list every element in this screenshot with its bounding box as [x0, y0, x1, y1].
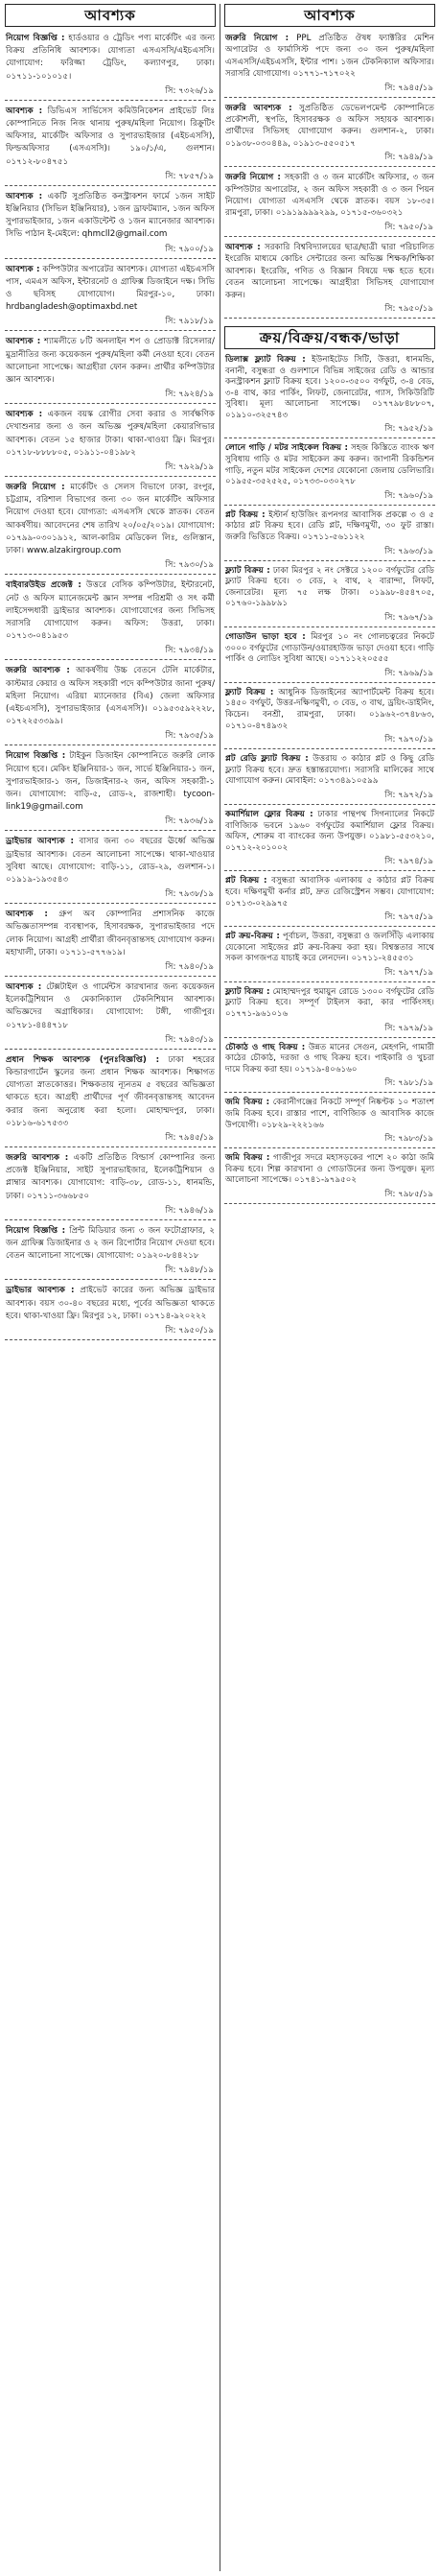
classified-ad — [224, 355, 435, 439]
ad-text — [5, 836, 216, 888]
classified-ad — [5, 264, 216, 332]
ad-text — [5, 106, 216, 171]
ad-reference: সি: ৭৮৫৭/১৯ — [165, 171, 214, 181]
ad-body: একটি সুপ্রতিষ্ঠিত কনস্ট্রাকশন ফার্মে ১জন সাইট ইঞ্জিনিয়ার (সিভিল ইঞ্জিনিয়ার), ১জন ড্রাফটম্যান, ১জন অফিস সুপারভাইজার, ১জন একাউন্টেন্ট ও ১জন ম্যানেজার আবশ্যক। সিভি পাঠান ই-মেইলে: qhmcll2@gmail.com — [6, 191, 215, 240]
ad-body: ঢাকা মিরপুর ২ নং সেক্টরে ১২০০ বর্গফুটের রেডি ফ্ল্যাট বিক্রয় হবে। ৩ বেড, ২ বাথ, ২ বারান্দা, লিফট, জেনারেটর। মূল্য ৭৫ লক্ষ টাকা। ০১৯৯৮-৪৫৪৭০৫, ০১৭৬০-১৯৯৮৯১ — [225, 565, 434, 609]
ad-text — [224, 103, 435, 153]
sales-ad-list — [224, 355, 435, 1204]
ad-text — [5, 191, 216, 244]
ad-heading: প্লট বিক্রয় : — [225, 876, 267, 886]
ad-reference: সি: ৭৯৩৪/১৯ — [165, 646, 214, 656]
classified-ad — [224, 172, 435, 237]
classified-ad — [5, 665, 216, 745]
ad-reference: সি: ৭৯৪৩/১৯ — [165, 1034, 214, 1045]
ad-separator — [5, 330, 216, 331]
ad-reference: সি: ৭৯৪৫/১৯ — [165, 1133, 214, 1143]
ad-heading: নিয়োগ বিজ্ঞপ্তি : — [6, 751, 66, 762]
ad-text — [5, 1225, 216, 1265]
ad-body: প্রিন্ট মিডিয়ার জন্য ৩ জন ফটোগ্রাফার, ২ জন গ্রাফিক্স ডিজাইনার ও ২ জন রিপোর্টার নিয়োগ দেওয়া হবে। বেতন আলোচনা সাপেক্ষে। যোগাযোগ: ০১৯২০-৮৪৪২১৮ — [6, 1225, 216, 1262]
ad-separator — [5, 659, 216, 660]
ad-text — [5, 264, 216, 317]
ad-text — [5, 579, 216, 645]
ad-separator — [224, 626, 435, 627]
ad-text — [5, 33, 216, 85]
ad-heading: ফ্ল্যাট বিক্রয় : — [225, 986, 270, 997]
section-header-right: আবশ্যক — [224, 4, 435, 27]
classified-ad — [224, 1043, 435, 1094]
ad-separator — [224, 1147, 435, 1148]
classified-ad — [224, 242, 435, 319]
ad-heading: জমি বিক্রয় : — [225, 1098, 270, 1108]
ad-heading: ড্রাইভার আবশ্যক : — [6, 1286, 75, 1296]
ad-reference: সি: ৭৯৬০/১৯ — [384, 490, 433, 501]
ad-reference: সি: ৭৯৭২/১৯ — [384, 790, 433, 800]
ad-separator — [5, 1279, 216, 1280]
ad-reference: সি: ৭৯৭৭/১৯ — [384, 967, 433, 978]
ad-body: হার্ডওয়ার ও ট্রেডিং পণ্য মার্কেটিং এর জন্য বিক্রয় প্রতিনিধি আবশ্যক। যোগ্যতা এসএসসি/এইচএসসি। যোগাযোগ: ফরিজ্জা ট্রেডিং, কল্যাণপুর, ঢাকা। ০১৭১১-১০১০১৫। — [6, 34, 215, 82]
ad-text — [224, 632, 435, 668]
classified-ad — [5, 409, 216, 477]
ad-body: মোহাম্মদপুর হুমায়ুন রোডে ১৩০০ বর্গফুটের রেডি ফ্ল্যাট বিক্রয় হবে। সম্পূর্ণ টাইলস করা, কার পার্কিংসহ। ০১৭৭১-৯৬১০১৬ — [225, 986, 434, 1020]
ad-reference: সি: ৭৯২৯/১৯ — [165, 462, 214, 473]
ad-reference: সি: ৭৯৫০/১৯ — [384, 222, 433, 232]
ad-body: মিরপুর ১০ নং গোলচত্বরের নিকটে ৩০০০ বর্গফুটের গোডাউন/ওয়ারহাউজ ভাড়া দেওয়া হবে। গাড়ি পার্কিং ও লোডিং সুবিধা আছে। ০১৭১১২২০৫৫৫ — [225, 632, 434, 665]
ad-body: মার্কেটিং ও সেলস বিভাগে ঢাকা, রংপুর, চট্টগ্রাম, বরিশাল বিভাগের জন্য ৩০ জন মার্কেটিং অফিসার নিয়োগ দেওয়া হবে। যোগ্যতা: এসএসসি থেকে স্নাতক। বেতন আকর্ষণীয়। আবেদনের শেষ তারিখ ২০/০৫/২০১৯। যোগাযোগ: ০১৭৯৯-০৩০১৯১২, আল-কারিম মেডিকেল লিঃ, গুলিস্তান, ঢাকা। www.alzakirgroup.com — [6, 483, 216, 556]
ad-separator — [224, 926, 435, 927]
ad-body: সহকারী ও ৩ জন মার্কেটিং অফিসার, ৩ জন কম্পিউটার অপারেটর, ২ জন অফিস সহকারী ও ৩ জন পিয়ন নিয়োগ। যোগ্যতা এসএসসি থেকে স্নাতক। বয়স ১৮-৩৫। রামপুরা, ঢাকা। ০১৯১৯৯৯৯২৯৯, ০১৭১৫-৩৬০৩২১ — [225, 173, 435, 219]
classified-ad — [224, 566, 435, 627]
ad-separator — [5, 574, 216, 575]
classified-ad — [224, 443, 435, 505]
ad-text — [5, 1285, 216, 1325]
ad-separator — [5, 403, 216, 404]
ad-reference: সি: ৭৩২৬/১৯ — [165, 85, 214, 96]
left-ad-list — [5, 33, 216, 1340]
ad-heading: ডিলাক্স ফ্ল্যাট বিক্রয় : — [225, 354, 306, 365]
classified-ad — [224, 810, 435, 871]
ad-heading: জরুরি আবশ্যক : — [225, 103, 292, 113]
ad-text — [224, 566, 435, 612]
ad-reference: সি: ৭৯৪৫/১৯ — [384, 83, 433, 93]
ad-text — [5, 665, 216, 730]
ad-separator — [5, 1146, 216, 1147]
ad-reference: সি: ৭৯৬৭/১৯ — [384, 613, 433, 623]
ad-separator — [224, 1037, 435, 1038]
ad-heading: জরুরি নিয়োগ : — [225, 173, 281, 183]
ad-heading: আবশ্যক : — [6, 106, 43, 116]
ad-heading: জরুরি আবশ্যক : — [6, 666, 70, 676]
ad-separator — [5, 903, 216, 904]
ad-separator — [5, 1049, 216, 1050]
ad-heading: কমার্শিয়াল ফ্লোর বিক্রয় : — [225, 809, 313, 819]
ad-text — [224, 987, 435, 1023]
classified-ad — [224, 987, 435, 1038]
ad-text — [224, 876, 435, 911]
ad-text — [224, 1153, 435, 1189]
ad-heading: জরুরি নিয়োগ : — [225, 34, 289, 43]
ad-separator — [5, 976, 216, 977]
ad-text — [224, 688, 435, 734]
ad-reference: সি: ৭৯৬৩/১৯ — [384, 546, 433, 556]
ad-reference: সি: ৭৯৭৫/১৯ — [384, 912, 433, 923]
ad-separator — [224, 682, 435, 683]
ad-reference: সি: ৭৯৩৮/১৯ — [165, 889, 214, 900]
ad-body: ইস্টার্ন হাউজিং রূপনগর আবাসিক প্রকল্পে ৩ ও ৫ কাঠার প্লট বিক্রয় হবে। রেডি প্লট, দক্ষিণমুখী, ৩০ ফুট রাস্তা। জরুরি ভিত্তিতে বিক্রয়। ০১৭১১-৫৬১১২২ — [225, 509, 434, 543]
ad-separator — [224, 804, 435, 805]
ad-text — [224, 510, 435, 546]
ad-separator — [5, 100, 216, 101]
section-header-sales: ক্রয়/বিক্রয়/বন্ধক/ভাড়া — [224, 326, 435, 349]
ad-heading: আবশ্যক : — [6, 264, 40, 274]
ad-body: সুপ্রতিষ্ঠিত ডেভেলপমেন্ট কোম্পানিতে প্রকৌশলী, স্থপতি, হিসাবরক্ষক ও অফিস সহায়ক আবশ্যক। প্রার্থীদের সিভিসহ যোগাযোগ করুন। গুলশান-২, ঢাকা। ০১৯৩৮-০৩০৪৪৯, ০১৯১৩-৫৫০৫১৭ — [225, 103, 434, 149]
ad-text — [5, 409, 216, 461]
ad-body: বাসার জন্য ৩০ বছরের ঊর্ধ্বে অভিজ্ঞ ড্রাইভার আবশ্যক। বেতন আলোচনা সাপেক্ষে। থাকা-খাওয়ার সুবিধা আছে। যোগাযোগ: বাড়ি-১১, রোড-২৯, গুলশান-১। ০১৯১৯-১৯৩৫৪৩ — [6, 837, 215, 885]
ad-text — [224, 443, 435, 489]
ad-text — [5, 1054, 216, 1132]
ad-body: উন্নত মানের সেগুন, মেহগনি, গামারী কাঠের চৌকাঠ, দরজা ও গাছ বিক্রয় হবে। পাইকারি ও খুচরা দামে বিক্রয় করা হয়। ০১৭১৯-৪০৬১৬০ — [225, 1042, 434, 1075]
ad-heading: আবশ্যক : — [6, 410, 43, 420]
ad-reference: সি: ৭৯৮১/১৯ — [384, 1078, 433, 1089]
ad-heading: প্লট বিক্রয় : — [225, 509, 266, 520]
ad-heading: জরুরি নিয়োগ : — [6, 483, 65, 493]
ad-heading: আবশ্যক : — [225, 242, 261, 252]
ad-body: টাইকুন ডিজাইন কোম্পানিতে জরুরি লোক নিয়োগ হবে। মেকিং ইঞ্জিনিয়ার-১ জন, সার্ভে ইঞ্জিনিয়ার-১ জন, সুপারভাইজার-১ জন, ডিজাইনার-২ জন, অফিস সহকারী-১ জন। যোগাযোগ: বাড়ি-৫, রোড-২, রাজশাহী। tycoon-link19@gmail.com — [6, 751, 215, 813]
ad-body: পূর্বাচল, উত্তরা, বসুন্ধরা ও জলসিঁড়ি এলাকায় যেকোনো সাইজের প্লট ক্রয়-বিক্রয় করা হয়। বিশ্বস্ততার সাথে সকল কাগজপত্র যাচাই করে লেনদেন। ০১৭১১-২৪৫৫৩১ — [225, 932, 434, 964]
ad-heading: আবশ্যক : — [6, 337, 41, 347]
ad-text — [224, 355, 435, 424]
ad-separator — [224, 505, 435, 506]
ad-heading: ফ্ল্যাট বিক্রয় : — [225, 687, 274, 697]
ad-body: একটি প্রতিষ্ঠিত বিল্ডার্স কোম্পানির জন্য প্রজেক্ট ইঞ্জিনিয়ার, সাইট সুপারভাইজার, ইলেকট্রিশিয়ান ও প্লাম্বার আবশ্যক। যোগাযোগ: বাড়ি-৩৮, রোড-১১, ধানমন্ডি, ঢাকা। ০১৭১১-৩৬৬৮৫০ — [6, 1153, 215, 1201]
classified-ad — [224, 632, 435, 683]
right-column — [224, 4, 435, 2201]
section-header-left: আবশ্যক — [5, 4, 216, 27]
ad-heading: আবশ্যক : — [6, 191, 43, 201]
ad-body: ডিভিএস সার্ভিসেস কমিউনিকেশন প্রাইভেট লিঃ কোম্পানিতে নিজ নিজ থানায় পুরুষ/মহিলা নিয়োগ। রিক্রুটিং অফিসার, মার্কেটিং অফিসার ও সুপারভাইজার (এইচএসসি), ফিল্ডঅফিসার (এসএসসি)। ১৯০/১/এ, গুলশান। ০১৭১২-৮০৪৭৫১ — [6, 106, 215, 167]
ad-heading: চৌকাঠ ও গাছ বিক্রয় : — [225, 1042, 306, 1052]
ad-text — [5, 750, 216, 815]
ad-separator — [224, 437, 435, 438]
ad-body: কেরানীগঞ্জের নিকটে সম্পূর্ণ নিষ্কণ্টক ১০ শতাংশ জমি বিক্রয় হবে। রাস্তার পাশে, বাণিজ্যিক ও আবাসিক কাজে উপযোগী। ০১৮২৯-২২২১৬৬ — [225, 1098, 434, 1130]
classified-ad — [224, 932, 435, 982]
ad-reference: সি: ৭৯০০/১৯ — [165, 244, 214, 254]
ad-separator — [224, 560, 435, 561]
classified-ad — [224, 754, 435, 805]
classified-ad — [224, 1153, 435, 1204]
ad-body: কম্পিউটার অপারেটর আবশ্যক। যোগ্যতা এইচএসসি পাস, এমএস অফিস, ইন্টারনেট ও গ্রাফিক্স ডিজাইনে দক্ষ। সিভি ও ছবিসহ যোগাযোগ। মিরপুর-১০, ঢাকা। hrdbangladesh@optimaxbd.net — [6, 264, 215, 313]
classified-ad — [5, 909, 216, 977]
ad-reference: সি: ৭৯৬৯/১৯ — [384, 668, 433, 678]
classified-ad — [5, 191, 216, 259]
ad-reference: সি: ৭৯৪৯/১৯ — [384, 153, 433, 163]
ad-reference: সি: ৭৯৩৫/১৯ — [165, 731, 214, 742]
ad-heading: প্রধান শিক্ষক আবশ্যক (পুনঃবিজ্ঞপ্তি) : — [6, 1054, 160, 1065]
ad-reference: সি: ৭৯৫০/১৯ — [384, 303, 433, 314]
ad-text — [5, 482, 216, 559]
ad-heading: আবশ্যক : — [6, 981, 42, 992]
ad-reference: সি: ৭৯৩৬/১৯ — [165, 816, 214, 827]
ad-reference: সি: ৭৯৭৪/১৯ — [384, 857, 433, 867]
ad-heading: নিয়োগ বিজ্ঞপ্তি : — [6, 34, 65, 43]
classified-ad — [5, 750, 216, 831]
ad-text — [224, 33, 435, 83]
classified-ad — [5, 482, 216, 575]
classified-ad — [5, 33, 216, 101]
classified-ad — [5, 1054, 216, 1147]
ad-body: গাজীপুর সদরে মহাসড়কের পাশে ২০ কাঠা জমি বিক্রয় হবে। শিল্প কারখানা ও গোডাউনের জন্য উপযুক্ত। মূল্য আলোচনা সাপেক্ষে। ০১৭৪১-৯৭৯৫০২ — [225, 1153, 435, 1186]
classified-ad — [5, 836, 216, 904]
ad-text — [5, 981, 216, 1034]
ad-separator — [224, 1092, 435, 1093]
ad-separator — [224, 1203, 435, 1204]
ad-heading: ফ্ল্যাট বিক্রয় : — [225, 565, 270, 576]
ad-text — [224, 172, 435, 222]
ad-heading: প্লট ক্রয়-বিক্রয় : — [225, 932, 280, 942]
classified-ad — [224, 33, 435, 98]
ad-separator — [5, 185, 216, 186]
ad-separator — [5, 1219, 216, 1220]
ad-separator — [224, 166, 435, 167]
classified-ad — [5, 1152, 216, 1220]
ad-body: ইউনাইটেড সিটি, উত্তরা, ধানমন্ডি, বনানী, বসুন্ধরা ও গুলশানে বিভিন্ন সাইজের রেডি ও আন্ডার কনস্ট্রাকশন ফ্ল্যাট বিক্রয় হবে। ১২০০-৩৫০০ বর্গফুট, ৩-৪ বেড, ৩-৪ বাথ, কার পার্কিং, লিফট, জেনারেটর, গ্যাস, সিকিউরিটি সুবিধা। মূল্য আলোচনা সাপেক্ষে। ০১৭৭৯৮৪৮৮০৭, ০১৯১০-৩২৫৭৪৩ — [225, 354, 435, 420]
classified-ad — [5, 336, 216, 404]
ad-separator — [224, 97, 435, 98]
ad-separator — [224, 748, 435, 749]
ad-body: একজন বয়স্ক রোগীর সেবা করার ও সার্বক্ষণিক দেখাশুনার জন্য ও জন অভিজ্ঞ পুরুষ/মহিলা কেয়ারগিভার আবশ্যক। বেতন ১৫ হাজার টাকা। থাকা-খাওয়া ফ্রি। মিরপুর। ০১৭১৮-৮৮৮৮০৫, ০১৯১১-০৪১৯৮২ — [6, 410, 215, 458]
ad-text — [5, 336, 216, 389]
ad-separator — [5, 476, 216, 477]
ad-text — [224, 1043, 435, 1078]
ad-reference: সি: ৭৯৪৮/১৯ — [165, 1265, 214, 1276]
ad-heading: গোডাউন ভাড়া হবে : — [225, 632, 306, 642]
ad-separator — [224, 981, 435, 982]
ad-heading: লোনে গাড়ি / মটর সাইকেল বিক্রয় : — [225, 443, 348, 454]
ad-heading: প্লট রেডি ফ্ল্যাট বিক্রয় : — [225, 754, 309, 765]
ad-separator — [5, 744, 216, 745]
ad-body: উত্তরে বেসিক কম্পিউটার, ইন্টারনেট, নেট ও অফিস ম্যানেজমেন্ট জ্ঞান সম্পন্ন পরিশ্রমী ও সৎ কর্মী লাইসেন্সধারী ড্রাইভার আবশ্যক। যোগাযোগের জন্য সিভিসহ সরাসরি যোগাযোগ করুন। অফিস: উত্তরা, ঢাকা। ০১৭১৩-০৪১৯৫৩ — [6, 580, 216, 642]
ad-separator — [224, 870, 435, 871]
right-ad-list — [224, 33, 435, 319]
ad-reference: সি: ৭৯৩০/১৯ — [165, 560, 214, 571]
ad-body: ঢাকার পান্থপথ সিগন্যালের নিকটে বাণিজ্যিক ভবনে ১৯৬০ বর্গফুটের কমার্শিয়াল ফ্লোর বিক্রয়। অফিস, শোরুম বা ব্যাংকের জন্য উপযুক্ত। ০১৯৮১-৫৫৩২১০, ০১৭১২-২০১০০২ — [225, 809, 434, 853]
classified-ad — [5, 1285, 216, 1340]
classified-ad — [224, 688, 435, 749]
classified-ad — [224, 103, 435, 168]
ad-body: আধুনিক ডিজাইনের অ্যাপার্টমেন্ট বিক্রয় হবে। ১৪৫০ বর্গফুট, উত্তর-দক্ষিণমুখী, ৩ বেড, ৩ বাথ, ড্রয়িং-ডাইনিং, কিচেন। বনশ্রী, রামপুরা, ঢাকা। ০১৯৬২-৩৭৪৮৬৩, ০১৭১০-৪৭৪৯৩২ — [225, 687, 434, 731]
ad-text — [224, 810, 435, 856]
ad-reference: সি: ৭৯২৪/১৯ — [165, 390, 214, 400]
ad-heading: ড্রাইভার আবশ্যক : — [6, 837, 74, 847]
ad-body: উত্তরায় ৩ কাঠার প্লট ও কিছু রেডি ফ্ল্যাট বিক্রয় হবে। দ্রুত হস্তান্তরযোগ্য। সরাসরি মালিকের সাথে যোগাযোগ করুন। মোবাইল: ০১৭৩৪৯১০৫৯৯ — [225, 754, 434, 787]
classified-ad — [5, 981, 216, 1050]
ad-separator — [5, 1339, 216, 1340]
ad-text — [5, 1152, 216, 1205]
classified-ad — [224, 876, 435, 927]
ad-body: PPL প্রতিষ্ঠিত ঔষধ ফ্যাক্টরির মেশিন অপারেটর ও ফার্মাসিস্ট পদে জন্য ৩০ জন পুরুষ/মহিলা এসএসসি/এইচএসসি, ইন্টার পাশ। ১জন টেকনিক্যাল অফিসার। সরাসরি যোগাযোগ। ০১৭৭১-৭১৭০২২ — [225, 34, 435, 80]
ad-body: সরকারি বিশ্ববিদ্যালয়ের ছাত্র/ছাত্রী দ্বারা পরিচালিত ইংরেজি মাধ্যমে কোচিং সেন্টারের জন্য অভিজ্ঞ শিক্ষক/শিক্ষিকা আবশ্যক। ইংরেজি, গণিত ও বিজ্ঞান বিষয়ে দক্ষ হতে হবে। বেতন আলোচনা সাপেক্ষে। আগ্রহীরা সিভিসহ যোগাযোগ করুন। — [225, 242, 434, 300]
ad-reference: সি: ৭৯৫০/১৯ — [165, 1326, 214, 1336]
ad-heading: নিয়োগ বিজ্ঞপ্তি : — [6, 1225, 66, 1236]
classified-ad — [5, 106, 216, 186]
ad-heading: আবশ্যক : — [6, 910, 48, 920]
ad-reference: সি: ৭৯৭০/১৯ — [384, 735, 433, 745]
ad-heading: জমি বিক্রয় : — [225, 1153, 270, 1164]
ad-text — [224, 242, 435, 303]
ad-body: টেক্সটাইল ও গার্মেন্টস কারখানার জন্য কয়েকজন ইলেকট্রিশিয়ান ও মেকানিক্যাল টেকনিশিয়ান আবশ্যক। অভিজ্ঞদের অগ্রাধিকার। যোগাযোগ: টঙ্গী, গাজীপুর। ০১৭৮১-৪৪৪৭১৮ — [6, 981, 215, 1030]
ad-body: বসুন্ধরা আবাসিক এলাকায় ৫ কাঠার প্লট বিক্রয় হবে। দক্ষিণমুখী কর্নার প্লট, দ্রুত রেজিস্ট্রেশন সম্ভব। যোগাযোগ: ০১৭১৩-০২৯৯৭৫ — [225, 876, 435, 909]
ad-separator — [5, 258, 216, 259]
ad-reference: সি: ৭৯৮৫/১৯ — [384, 1190, 433, 1199]
ad-text — [224, 1098, 435, 1133]
classified-ad — [5, 579, 216, 660]
ad-body: প্রাইভেট কারের জন্য অভিজ্ঞ ড্রাইভার আবশ্যক। বয়স ৩০-৪০ বছরের মধ্যে, পূর্বের অভিজ্ঞতা থাকতে হবে। থাকা-খাওয়া ফ্রি। মিরপুর ১২, ঢাকা। ০১৭১৪-৯২০২২২ — [6, 1286, 215, 1321]
ad-body: শ্যামলীতে ৮টি অনলাইন শপ ও প্রোডাক্ট রিসেলার/মুদ্রানীতির জন্য কয়েকজন পুরুষ/মহিলা কর্মী নেওয়া হবে। বেতন আলোচনা সাপেক্ষে। আগ্রহীরা ফোন করুন। প্রার্থীর কম্পিউটার জ্ঞান আবশ্যক। — [6, 337, 215, 386]
left-column — [5, 4, 216, 2571]
ad-text — [5, 909, 216, 961]
ad-body: সহজ কিস্তিতে ব্যাংক ঋণ সুবিধায় গাড়ি ও মটর সাইকেল ক্রয় করুন। জাপানী রিকন্ডিশন গাড়ি, নতুন মটর সাইকেল দেশের যেকোনো জেলায় ডেলিভারি। ০১৯৫৫-৩৫২৫২৫, ০১৭৩৩-০৩০২৭৮ — [225, 443, 435, 487]
ad-reference: সি: ৭৯১৮/১৯ — [165, 317, 214, 327]
ad-text — [224, 932, 435, 967]
ad-heading: জরুরি আবশ্যক : — [6, 1153, 69, 1163]
ad-separator — [224, 318, 435, 319]
ad-body: ঢাকা শহরের কিন্ডারগার্টেন স্কুলের জন্য প্রধান শিক্ষক আবশ্যক। শিক্ষাগত যোগ্যতা স্নাতকোত্তর। শিক্ষকতায় ন্যূনতম ৫ বছরের অভিজ্ঞতা থাকতে হবে। আগ্রহী প্রার্থীদের পূর্ণ জীবনবৃত্তান্তসহ আবেদন করার জন্য অনুরোধ করা হলো। মোহাম্মদপুর, ঢাকা। ০১৮১৬-৬১৭৫৩৩ — [6, 1054, 215, 1128]
classified-ad — [224, 1098, 435, 1148]
ad-reference: সি: ৭৯৪৬/১৯ — [165, 1205, 214, 1216]
ad-reference: সি: ৭৯৪০/১৯ — [165, 961, 214, 972]
ad-heading: বাইবারউইড প্রজেক্ট : — [6, 580, 81, 591]
ad-reference: সি: ৭৯৮৩/১৯ — [384, 1134, 433, 1145]
ad-separator — [224, 236, 435, 237]
ad-body: গ্রুপ অব কোম্পানির প্রশাসনিক কাজে অভিজ্ঞতাসম্পন্ন ব্যবস্থাপক, হিসাবরক্ষক, সুপারভাইজার পদে লোক নিয়োগ। আগ্রহী প্রার্থীরা জীবনবৃত্তান্তসহ যোগাযোগ করুন। মহাখালী, ঢাকা। ০১৭১১-৫৭৭৬১৯। — [6, 910, 216, 957]
ad-reference: সি: ৭৯৫২/১৯ — [384, 424, 433, 435]
classified-ad — [224, 510, 435, 561]
ad-text — [224, 754, 435, 790]
classified-ad — [5, 1225, 216, 1281]
ad-separator — [5, 830, 216, 831]
ad-body: আকর্ষণীয় উচ্চ বেতনে টেলি মার্কেটার, কাস্টমার কেয়ার ও অফিস সহকারী পদে কম্পিউটার জানা পুরুষ/মহিলা নিয়োগ। এরিয়া ম্যানেজার (বিএ) জেলা অফিসার (এইচএসসি), সুপারভাইজার (এসএসসি)। ০১৯৫৩৫৯২২২৮, ০১৭২২৫৩৩৯৯। — [6, 666, 215, 727]
ad-reference: সি: ৭৯৭৯/১৯ — [384, 1023, 433, 1033]
